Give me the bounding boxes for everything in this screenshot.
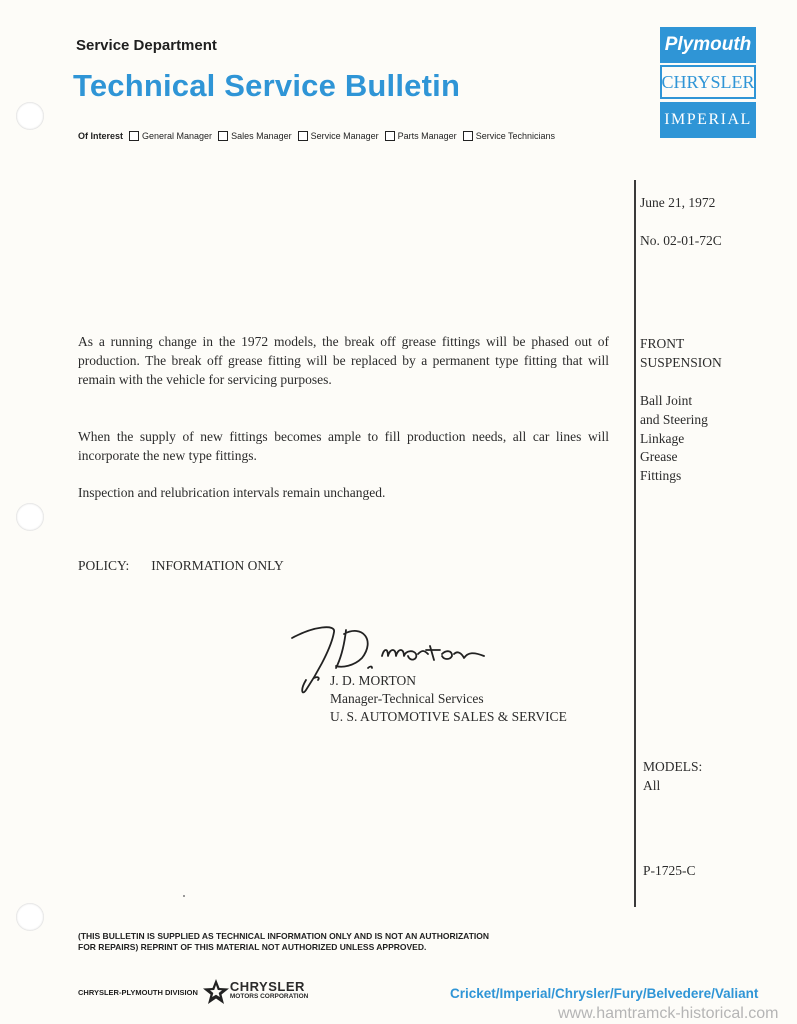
- body-paragraph: Inspection and relubrication intervals remain unchanged.: [78, 485, 386, 500]
- department-label: Service Department: [76, 37, 217, 54]
- recipient-checkbox: [463, 131, 555, 141]
- recipient-label: General Manager: [142, 131, 213, 141]
- plymouth-logo: Plymouth: [660, 27, 756, 63]
- signatory-name: J. D. MORTON: [330, 673, 416, 688]
- recipient-label: Service Technicians: [475, 131, 556, 141]
- disclaimer-line: (THIS BULLETIN IS SUPPLIED AS TECHNICAL INFORMATION ONLY AND IS NOT AN AUTHORIZATION: [78, 931, 489, 941]
- recipient-checkbox: [218, 131, 292, 141]
- subject-line: and Steering: [640, 412, 708, 427]
- corp-subtitle: MOTORS CORPORATION: [229, 993, 309, 1000]
- body-paragraph: As a running change in the 1972 models, the break off grease fittings will be phased out of production. The break off grease fitting will be replaced by a permanent type fitting that will remain with the vehicle for servicing purposes.: [78, 334, 609, 387]
- publication-number: P-1725-C: [643, 863, 696, 878]
- bulletin-title: Technical Service Bulletin: [73, 68, 461, 103]
- recipient-label: Sales Manager: [231, 131, 292, 141]
- checkbox-icon: [298, 131, 308, 141]
- policy-line: [78, 558, 284, 574]
- recipient-checkbox: [385, 131, 457, 141]
- subject-line: Grease: [640, 449, 678, 464]
- recipient-checkbox: [298, 131, 379, 141]
- checkbox-icon: [463, 131, 473, 141]
- chrysler-logo: CHRYSLER: [660, 65, 756, 99]
- category-line-1: FRONT: [640, 336, 685, 351]
- car-lines: Cricket/Imperial/Chrysler/Fury/Belvedere/Valiant: [450, 986, 759, 1001]
- signatory-block: [330, 672, 567, 726]
- category-line-2: SUSPENSION: [640, 355, 722, 370]
- policy-label: POLICY:: [78, 558, 130, 573]
- corp-name: CHRYSLER: [229, 979, 305, 994]
- signatory-title: Manager-Technical Services: [330, 691, 484, 706]
- subject-line: Linkage: [640, 431, 685, 446]
- checkbox-icon: [385, 131, 395, 141]
- chrysler-corp-logo: [229, 979, 309, 1002]
- policy-value: INFORMATION ONLY: [151, 558, 284, 573]
- column-divider: [634, 180, 636, 907]
- disclaimer: [78, 931, 489, 953]
- checkbox-icon: [218, 131, 228, 141]
- recipient-label: Service Manager: [310, 131, 379, 141]
- binder-hole: [16, 102, 44, 130]
- subject-line: Fittings: [640, 468, 682, 483]
- recipient-checkbox: [129, 131, 212, 141]
- pentastar-icon: [202, 978, 230, 1006]
- division-logo: [78, 978, 308, 1006]
- models-label: MODELS:: [643, 759, 703, 774]
- of-interest-row: [78, 131, 561, 141]
- binder-hole: [16, 903, 44, 931]
- signatory-organization: U. S. AUTOMOTIVE SALES & SERVICE: [330, 709, 567, 724]
- of-interest-label: Of Interest: [78, 131, 124, 141]
- models-value: All: [643, 778, 661, 793]
- bulletin-number: No. 02-01-72C: [640, 233, 722, 248]
- bulletin-date: June 21, 1972: [640, 195, 716, 210]
- checkbox-icon: [129, 131, 139, 141]
- recipient-label: Parts Manager: [397, 131, 457, 141]
- speck: [183, 895, 185, 897]
- division-label: CHRYSLER-PLYMOUTH DIVISION: [78, 987, 198, 997]
- subject-line: Ball Joint: [640, 393, 693, 408]
- binder-hole: [16, 503, 44, 531]
- disclaimer-line: FOR REPAIRS) REPRINT OF THIS MATERIAL NOT AUTHORIZED UNLESS APPROVED.: [78, 942, 427, 952]
- imperial-logo: IMPERIAL: [660, 102, 756, 138]
- body-paragraph: When the supply of new fittings becomes ample to fill production needs, all car lines will incorporate the new type fittings.: [78, 429, 609, 463]
- watermark: www.hamtramck-historical.com: [558, 1005, 779, 1022]
